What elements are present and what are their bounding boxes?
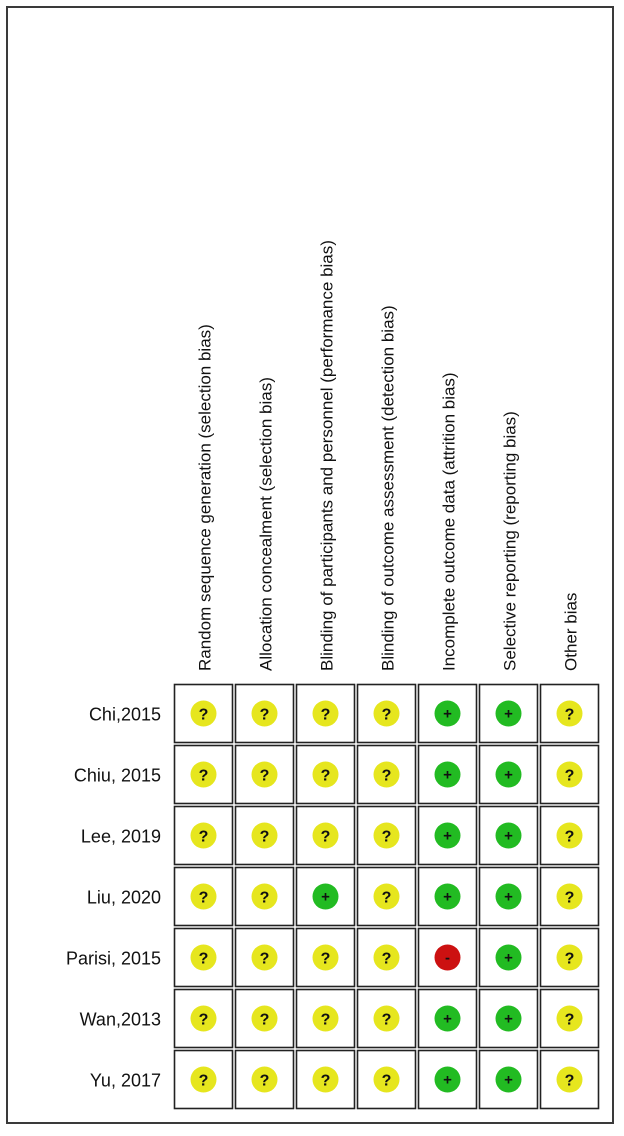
rating-glyph: + [443, 766, 452, 784]
rating-glyph: ? [320, 828, 331, 846]
rating-glyph: + [321, 888, 330, 906]
rating-glyph: + [504, 949, 513, 967]
rating-glyph: ? [198, 828, 209, 846]
rating-glyph: ? [564, 950, 575, 968]
rating-glyph: ? [320, 1011, 331, 1029]
rating-glyph: ? [198, 889, 209, 907]
column-header: Selective reporting (reporting bias) [500, 411, 520, 671]
column-header: Blinding of outcome assessment (detection bias) [378, 305, 398, 671]
rating-glyph: + [504, 1071, 513, 1089]
rating-glyph: ? [320, 950, 331, 968]
rating-glyph: ? [381, 1072, 392, 1090]
row-label: Chi,2015 [88, 704, 161, 725]
rating-glyph: ? [564, 889, 575, 907]
rating-glyph: ? [381, 767, 392, 785]
rating-glyph: ? [259, 889, 270, 907]
rating-glyph: ? [320, 1072, 331, 1090]
rating-glyph: + [443, 705, 452, 723]
rating-glyph: - [445, 949, 450, 967]
rating-glyph: ? [198, 1072, 209, 1090]
rating-glyph: ? [381, 1011, 392, 1029]
rating-glyph: + [504, 1010, 513, 1028]
row-label: Yu, 2017 [89, 1070, 161, 1091]
rating-glyph: ? [198, 767, 209, 785]
row-label: Wan,2013 [79, 1009, 161, 1030]
rating-glyph: ? [259, 828, 270, 846]
rating-glyph: ? [381, 889, 392, 907]
column-header: Random sequence generation (selection bias) [195, 324, 215, 671]
rating-glyph: ? [320, 706, 331, 724]
rating-glyph: ? [198, 950, 209, 968]
rating-glyph: ? [198, 1011, 209, 1029]
rating-glyph: + [504, 705, 513, 723]
rating-glyph: + [504, 766, 513, 784]
rating-glyph: ? [564, 828, 575, 846]
rating-glyph: + [504, 827, 513, 845]
rating-glyph: ? [564, 706, 575, 724]
column-header: Allocation concealment (selection bias) [256, 377, 276, 671]
rating-glyph: ? [259, 1072, 270, 1090]
rating-glyph: + [443, 1071, 452, 1089]
column-header: Other bias [561, 592, 581, 671]
row-label: Lee, 2019 [80, 826, 161, 847]
rating-glyph: ? [381, 706, 392, 724]
rating-glyph: ? [259, 1011, 270, 1029]
rating-glyph: ? [198, 706, 209, 724]
rating-glyph: ? [381, 828, 392, 846]
column-header: Blinding of participants and personnel (performance bias) [317, 240, 337, 671]
row-label: Liu, 2020 [86, 887, 161, 908]
rating-glyph: + [504, 888, 513, 906]
rating-glyph: ? [259, 767, 270, 785]
rating-glyph: ? [259, 706, 270, 724]
rating-glyph: ? [564, 767, 575, 785]
rating-glyph: + [443, 827, 452, 845]
rating-glyph: ? [259, 950, 270, 968]
row-label: Parisi, 2015 [65, 948, 161, 969]
column-header: Incomplete outcome data (attrition bias) [439, 372, 459, 671]
rating-glyph: ? [381, 950, 392, 968]
rating-glyph: + [443, 1010, 452, 1028]
rating-glyph: ? [564, 1072, 575, 1090]
rating-glyph: ? [564, 1011, 575, 1029]
rating-glyph: ? [320, 767, 331, 785]
row-label: Chiu, 2015 [73, 765, 161, 786]
rating-glyph: + [443, 888, 452, 906]
